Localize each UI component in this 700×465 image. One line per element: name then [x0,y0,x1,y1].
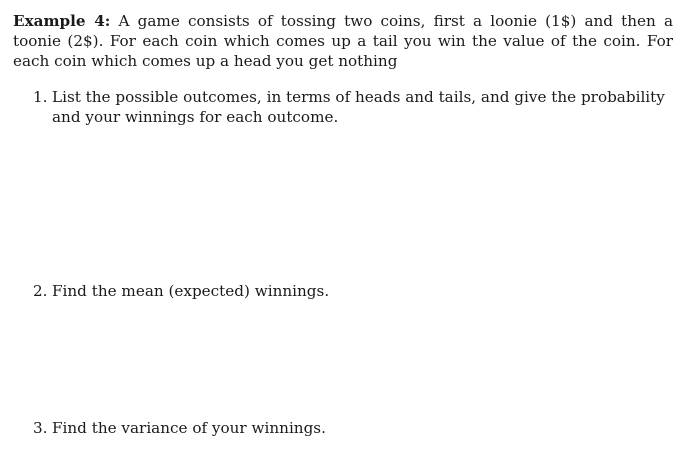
question-1-text: List the possible outcomes, in terms of heads and tails, and give the probability and your winnings for each outcome. [52,88,665,126]
question-3 [33,418,669,438]
question-3-number: 3. [33,419,48,437]
example-text: A game consists of tossing two coins, first a loonie (1$) and then a toonie (2$). For each coin which comes up a tail you win the value of the coin. For each coin which comes up a head you get nothing [13,12,674,70]
question-2 [33,281,669,301]
question-2-number: 2. [33,282,48,300]
question-1-number: 1. [33,88,48,106]
example-statement [13,11,673,71]
question-1 [33,87,669,127]
example-label: Example 4: [13,12,111,30]
question-3-text: Find the variance of your winnings. [52,419,326,437]
question-2-text: Find the mean (expected) winnings. [52,282,330,300]
